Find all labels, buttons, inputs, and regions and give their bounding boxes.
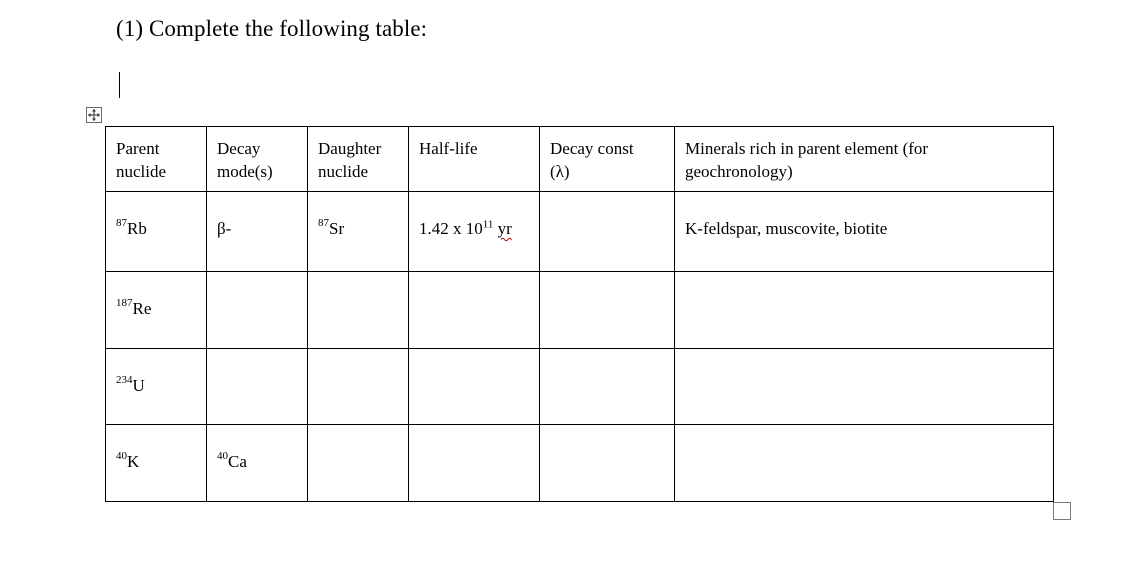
cell-daughter[interactable] xyxy=(308,425,409,502)
header-line-2: geochronology) xyxy=(685,162,793,181)
header-cell xyxy=(409,127,540,192)
header-row xyxy=(106,127,1054,192)
nuclide-symbol: Re xyxy=(132,299,152,318)
cell-parent[interactable] xyxy=(106,192,207,272)
header-line-1: Decay const xyxy=(550,139,634,158)
nuclide-mass-number: 87 xyxy=(318,217,329,230)
cell-decay-mode[interactable] xyxy=(207,192,308,272)
cell-decay-const[interactable] xyxy=(540,425,675,502)
text-cursor xyxy=(119,72,120,98)
table-resize-handle[interactable] xyxy=(1053,502,1071,520)
cell-daughter[interactable] xyxy=(308,349,409,425)
header-cell xyxy=(540,127,675,192)
nuclide-mass-number: 234 xyxy=(116,374,133,387)
header-line-1: Daughter xyxy=(318,139,382,158)
header-line-2: nuclide xyxy=(116,162,167,181)
cell-text: β- xyxy=(217,219,232,238)
table-row xyxy=(106,349,1054,425)
cell-decay-mode[interactable] xyxy=(207,425,308,502)
header-line-2: (λ) xyxy=(550,162,570,181)
table-row xyxy=(106,425,1054,502)
half-life-base: 1.42 x 10 xyxy=(419,219,483,238)
cell-decay-const[interactable] xyxy=(540,349,675,425)
cell-parent[interactable] xyxy=(106,425,207,502)
cell-daughter[interactable] xyxy=(308,192,409,272)
half-life-unit: yr xyxy=(497,219,512,238)
table-row xyxy=(106,272,1054,349)
nuclide-table xyxy=(105,126,1054,502)
nuclide-mass-number: 40 xyxy=(217,450,228,463)
nuclide-symbol: Rb xyxy=(127,219,147,238)
header-cell xyxy=(207,127,308,192)
cell-minerals[interactable] xyxy=(675,349,1054,425)
cell-text: K-feldspar, muscovite, biotite xyxy=(685,219,888,238)
nuclide-symbol: Sr xyxy=(329,219,345,238)
cell-half-life[interactable] xyxy=(409,192,540,272)
cell-half-life[interactable] xyxy=(409,349,540,425)
document-heading: (1) Complete the following table: xyxy=(116,16,428,41)
move-arrows-icon xyxy=(87,108,101,122)
header-line-2: nuclide xyxy=(318,162,369,181)
header-cell xyxy=(106,127,207,192)
header-line-1: Parent xyxy=(116,139,160,158)
header-cell xyxy=(675,127,1054,192)
nuclide-symbol: U xyxy=(132,376,145,395)
cell-minerals[interactable] xyxy=(675,425,1054,502)
cell-half-life[interactable] xyxy=(409,272,540,349)
header-line-2: mode(s) xyxy=(217,162,273,181)
table-row xyxy=(106,192,1054,272)
table-move-handle[interactable] xyxy=(86,107,102,123)
header-cell xyxy=(308,127,409,192)
nuclide-symbol: K xyxy=(127,452,140,471)
cell-half-life[interactable] xyxy=(409,425,540,502)
header-line-1: Decay xyxy=(217,139,261,158)
cell-decay-const[interactable] xyxy=(540,272,675,349)
cell-decay-mode[interactable] xyxy=(207,272,308,349)
cell-minerals[interactable] xyxy=(675,272,1054,349)
cell-parent[interactable] xyxy=(106,349,207,425)
cell-decay-const[interactable] xyxy=(540,192,675,272)
cell-minerals[interactable] xyxy=(675,192,1054,272)
cell-decay-mode[interactable] xyxy=(207,349,308,425)
header-line-1: Half-life xyxy=(419,139,478,158)
half-life-exponent: 11 xyxy=(482,218,494,231)
nuclide-mass-number: 87 xyxy=(116,217,127,230)
nuclide-mass-number: 40 xyxy=(116,450,127,463)
cell-daughter[interactable] xyxy=(308,272,409,349)
cell-parent[interactable] xyxy=(106,272,207,349)
header-line-1: Minerals rich in parent element (for xyxy=(685,139,929,158)
nuclide-symbol: Ca xyxy=(228,452,247,471)
nuclide-mass-number: 187 xyxy=(116,297,133,310)
